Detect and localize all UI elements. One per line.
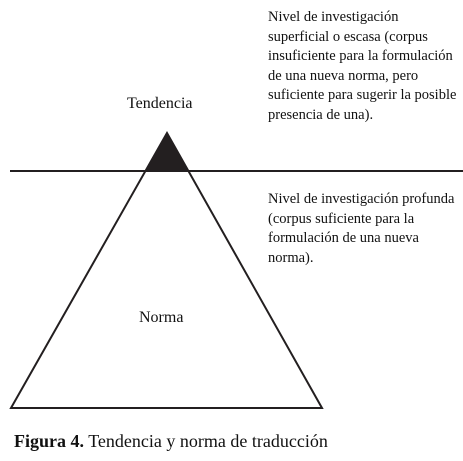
upper-description: Nivel de investigación superficial o escasa (corpus insuficiente para la formulación de una nueva norma, pero suficiente para sugerir la posible presencia de una).: [268, 9, 457, 123]
figure-caption: [14, 430, 328, 452]
norma-triangle: [11, 133, 322, 408]
norma-label: Norma: [139, 309, 184, 326]
caption-text: Tendencia y norma de traducción: [88, 431, 328, 451]
tendencia-label: Tendencia: [127, 95, 193, 112]
caption-number: Figura 4.: [14, 431, 84, 451]
lower-description: Nivel de investigación profunda (corpus suficiente para la formulación de una nueva norma).: [268, 191, 455, 266]
tendencia-tip: [146, 133, 188, 171]
